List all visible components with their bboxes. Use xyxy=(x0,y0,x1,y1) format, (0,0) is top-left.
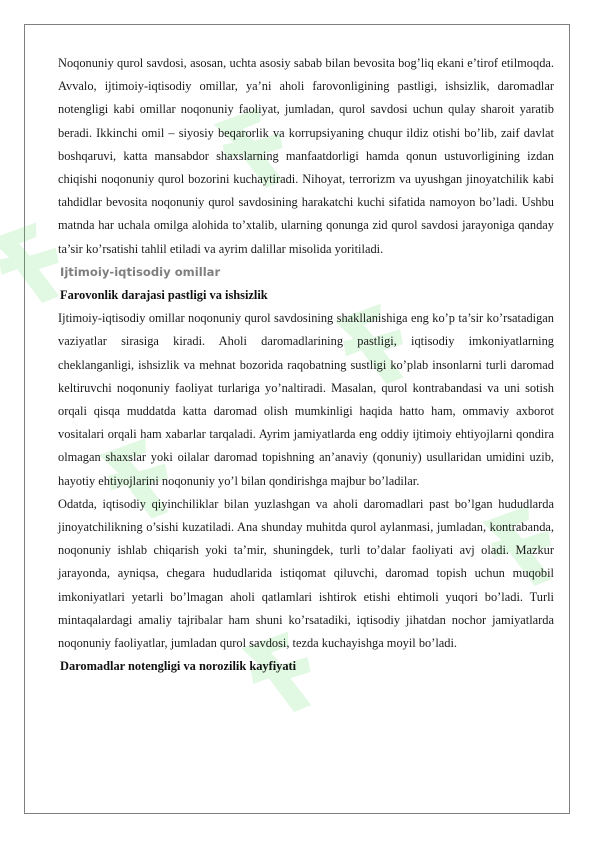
section-heading: Ijtimoiy-iqtisodiy omillar xyxy=(60,264,221,279)
subheading-income-inequality: Daromadlar notengligi va norozilik kayfiyati xyxy=(60,659,297,674)
paragraph-socioeconomic: Ijtimoiy-iqtisodiy omillar noqonuniy qurol savdosining shakllanishiga eng ko’p ta’sir ko’rsatadigan vaziyatlar sirasiga kiradi. Aholi daromadlarining pastligi, iqtisodiy imkoniyatlarning cheklanganligi, ishsizlik va mehnat bozorida raqobatning sustligi ko’plab insonlarni turli daromad keltiruvchi noqonuniy faoliyat turlariga yo’naltiradi. Masalan, qurol kontrabandasi va uni sotish orqali qisqa muddatda katta daromad olish mumkinligi haqida hatto ham, ommaviy axborot vositalari orqali ham xabarlar tarqaladi. Ayrim jamiyatlarda eng oddiy ijtimoiy ehtiyojlarni qondira olmagan shaxslar yoki oilalar daromad topishning an’anaviy (qonuniy) usullaridan umidini uzib, hayotiy ehtiyojlarini noqonuniy yo’l bilan qondirishga majbur bo’ladilar. xyxy=(58,311,554,488)
paragraph-economic-difficulties: Odatda, iqtisodiy qiyinchiliklar bilan yuzlashgan va aholi daromadlari past bo’lgan hududlarda jinoyatchilikning o’sishi kuzatiladi. Ana shunday muhitda qurol aylanmasi, jumladan, kontrabanda, noqonuniy ishlab chiqarish yoki ta’mir, shuningdek, turli to’dalar faoliyati avj oladi. Mazkur jarayonda, ayniqsa, chegara hududlarida istiqomat qiluvchi, daromad topish uchun muqobil imkoniyatlari yetarli bo’lmagan aholi qatlamlari ishtirok etishi ehtimoli yuqori bo’ladi. Turli mintaqalardagi amaliy tajribalar ham shuni ko’rsatadiki, iqtisodiy jihatdan nochor jamiyatlarda noqonuniy faoliyatlar, jumladan qurol savdosi, tezda kuchayishga moyil bo’ladi. xyxy=(58,496,554,651)
subheading-welfare-unemployment: Farovonlik darajasi pastligi va ishsizlik xyxy=(60,288,268,303)
document-body xyxy=(58,52,554,678)
paragraph-intro: Noqonuniy qurol savdosi, asosan, uchta asosiy sabab bilan bevosita bog’liq ekani e’tirof etilmoqda. Avvalo, ijtimoiy-iqtisodiy omillar, ya’ni aholi farovonligining pastligi, ishsizlik, daromadlar notengligi kabi omillar noqonuniy faoliyat, jumladan, qurol savdosi uchun qulay sharoit yaratib beradi. Ikkinchi omil – siyosiy beqarorlik va korrupsiyaning chuqur ildiz otishi bo’lib, zaif davlat boshqaruvi, katta mansabdor shaxslarning manfaatdorligi hamda qonun ustuvorligining izdan chiqishi noqonuniy qurol bozorini kuchaytiradi. Nihoyat, terrorizm va uyushgan jinoyatchilik kabi tahdidlar bevosita noqonuniy qurol savdosining harakatchi kuchi sifatida namoyon bo’ladi. Ushbu matnda har uchala omilga alohida to’xtalib, ularning qonunga zid qurol savdosi jarayoniga qanday ta’sir ko’rsatishi tahlil etiladi va ayrim dalillar misolida yoritiladi. xyxy=(58,56,554,256)
